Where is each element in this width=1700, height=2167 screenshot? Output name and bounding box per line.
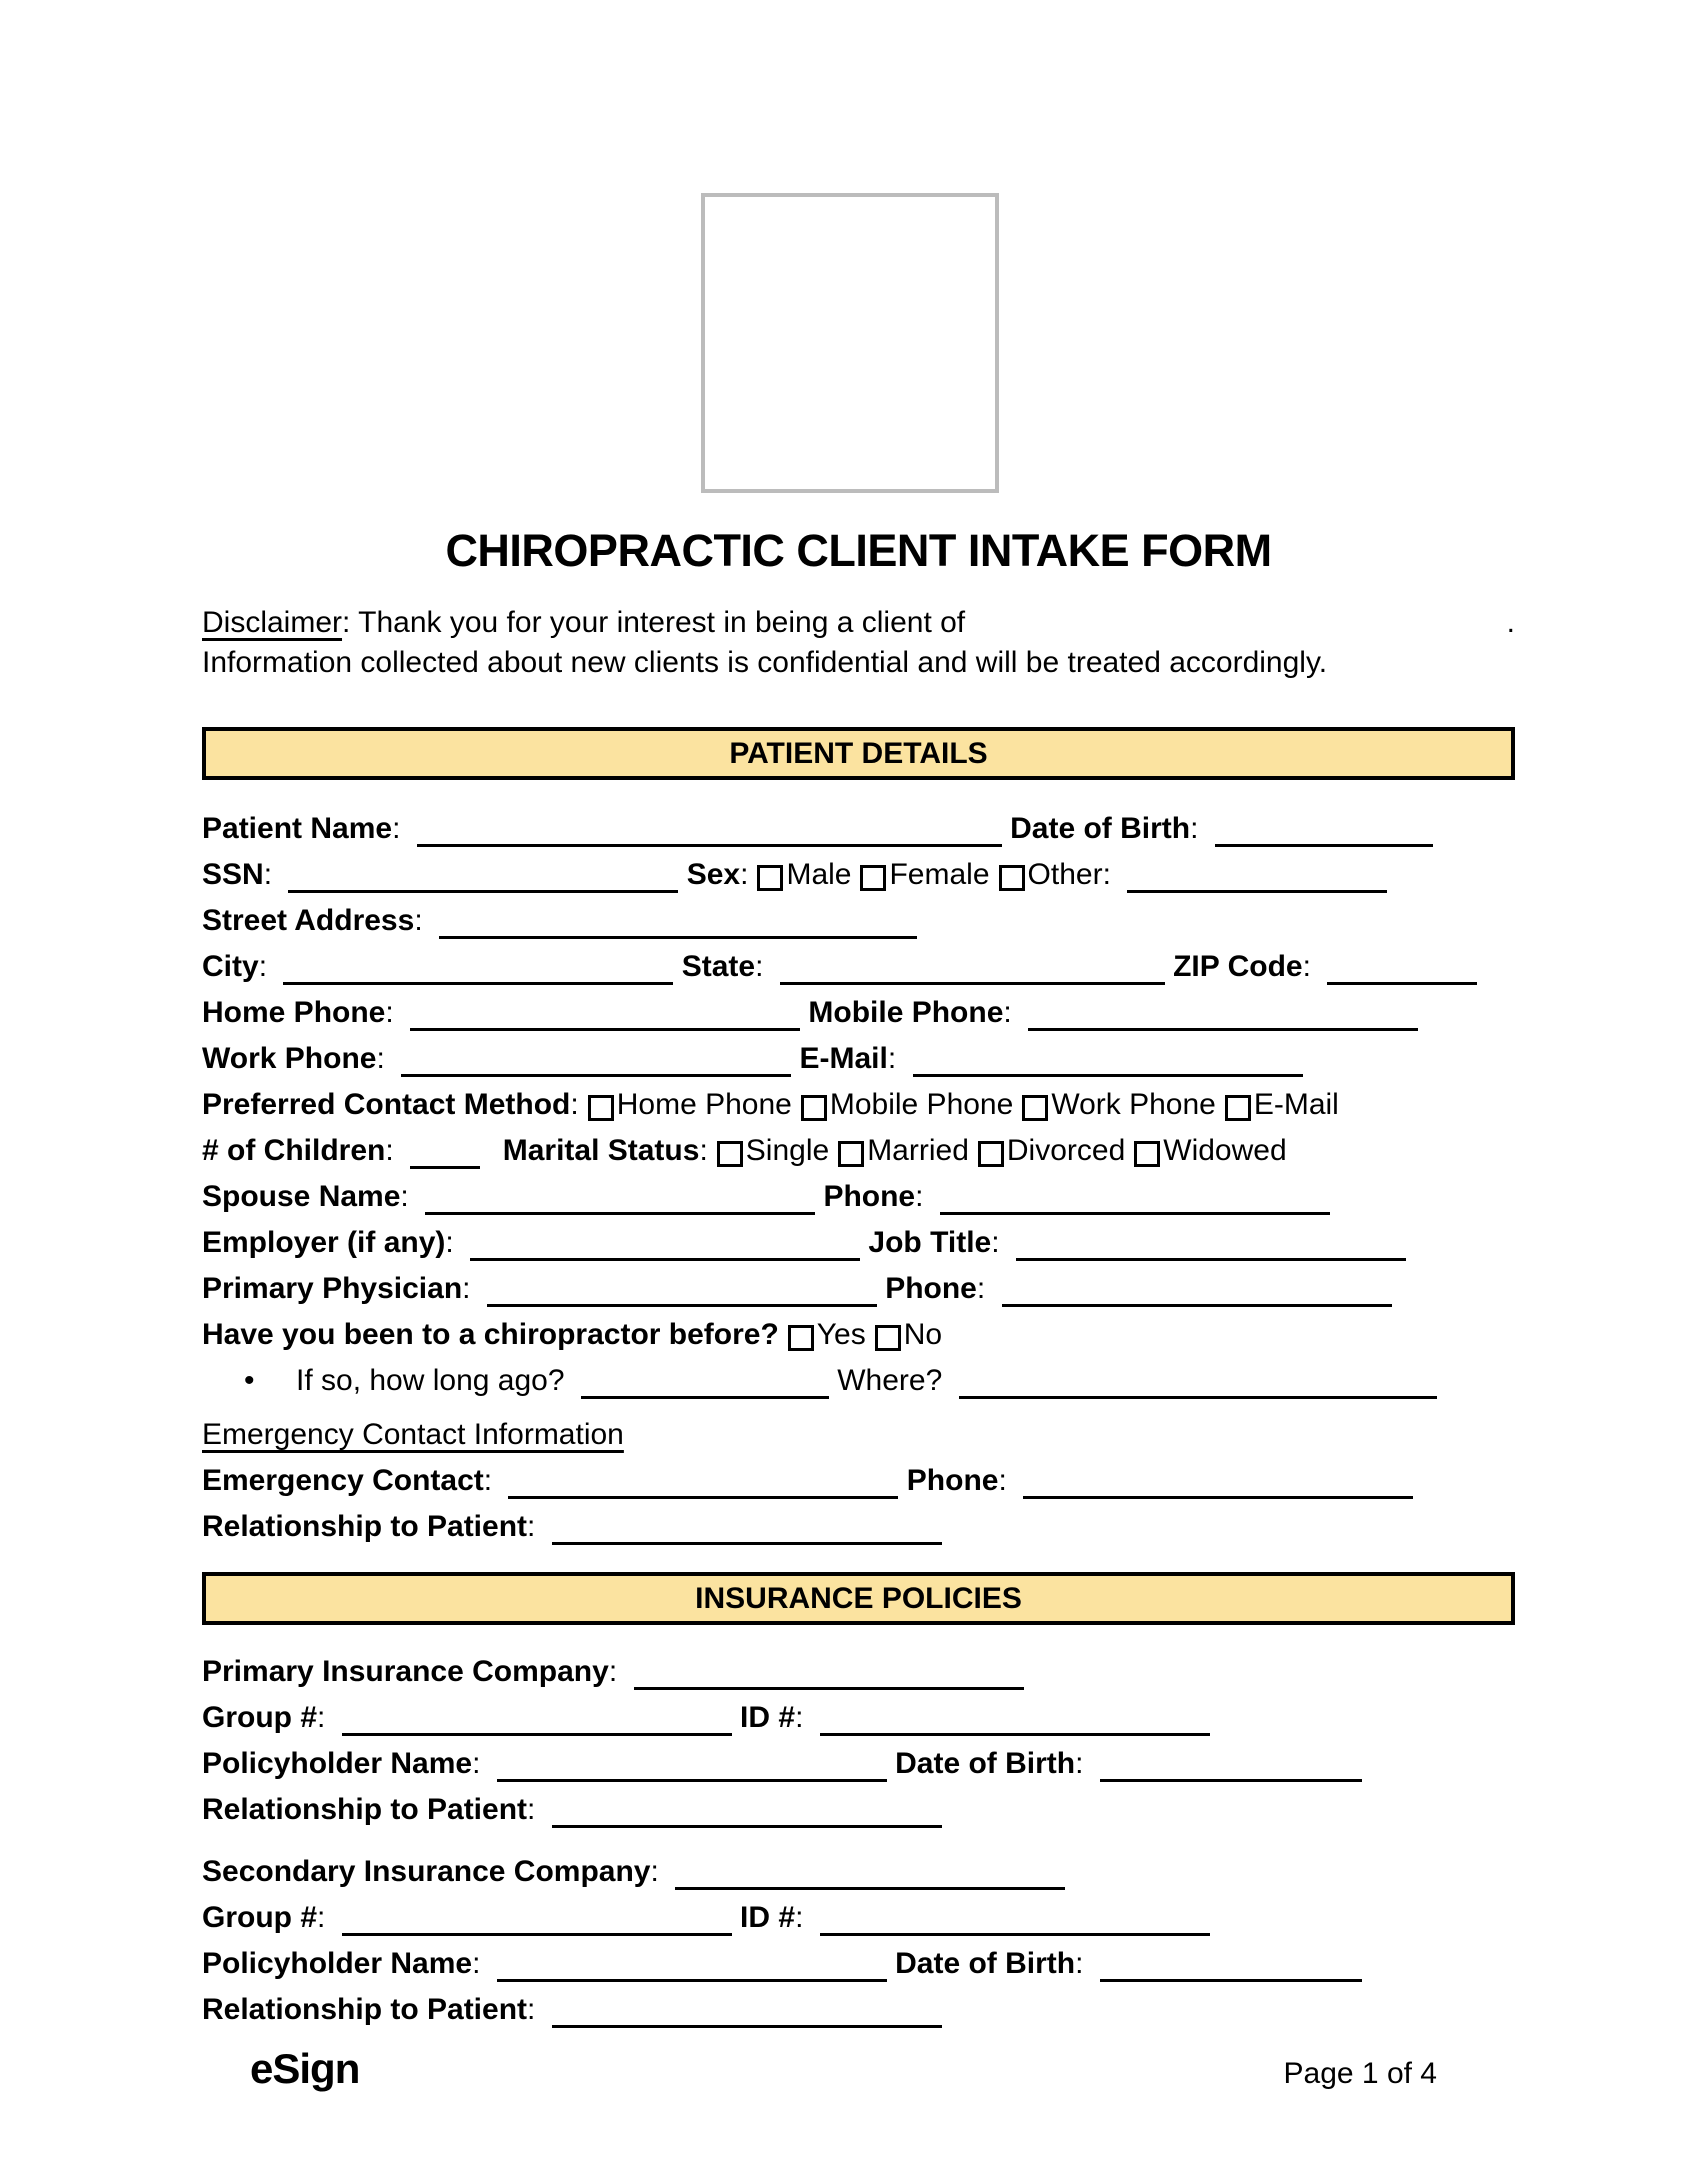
page-footer [202, 2045, 1515, 2093]
email-blank[interactable] [913, 1043, 1303, 1077]
emergency-relationship-blank[interactable] [552, 1511, 942, 1545]
secondary-policyholder-dob-label: Date of Birth [895, 1947, 1076, 1980]
work-phone-label: Work Phone [202, 1042, 377, 1075]
row-primary-insurance: Primary Insurance Company: [202, 1649, 1515, 1695]
num-children-blank[interactable] [410, 1135, 480, 1169]
primary-policyholder-blank[interactable] [497, 1748, 887, 1782]
street-address-label: Street Address [202, 904, 415, 937]
page-title: CHIROPRACTIC CLIENT INTAKE FORM [445, 525, 1272, 576]
secondary-group-label: Group # [202, 1901, 318, 1934]
checkbox-contact-work-phone[interactable] [1022, 1095, 1048, 1121]
row-secondary-insurance: Secondary Insurance Company: [202, 1849, 1515, 1895]
patient-name-label: Patient Name [202, 812, 393, 845]
checkbox-sex-female[interactable] [860, 865, 886, 891]
city-blank[interactable] [283, 951, 673, 985]
primary-insurance-label: Primary Insurance Company [202, 1655, 609, 1688]
street-address-blank[interactable] [439, 905, 917, 939]
disclaimer-line1 [202, 603, 1515, 643]
primary-group-label: Group # [202, 1701, 318, 1734]
ssn-label: SSN [202, 858, 264, 891]
emergency-heading: Emergency Contact Information [202, 1418, 624, 1451]
row-ssn-sex: SSN: Sex: Male Female Other: [202, 852, 1515, 898]
email-label: E-Mail [799, 1042, 888, 1075]
if-so-label: If so, how long ago? [296, 1364, 565, 1397]
chiro-before-label: Have you been to a chiropractor before? [202, 1318, 779, 1351]
row-street-address: Street Address: [202, 898, 1515, 944]
row-primary-group-id: Group #: ID #: [202, 1695, 1515, 1741]
divorced-label: Divorced [1006, 1134, 1126, 1167]
contact-home-phone-label: Home Phone [616, 1088, 792, 1121]
checkbox-contact-email[interactable] [1225, 1095, 1251, 1121]
date-of-birth-blank[interactable] [1215, 813, 1433, 847]
work-phone-blank[interactable] [401, 1043, 791, 1077]
secondary-group-blank[interactable] [342, 1902, 732, 1936]
secondary-policyholder-label: Policyholder Name [202, 1947, 473, 1980]
secondary-insurance-blank[interactable] [675, 1856, 1065, 1890]
primary-policyholder-label: Policyholder Name [202, 1747, 473, 1780]
emergency-phone-label: Phone [906, 1464, 999, 1497]
primary-physician-label: Primary Physician [202, 1272, 463, 1305]
job-title-blank[interactable] [1016, 1227, 1406, 1261]
zip-code-blank[interactable] [1327, 951, 1477, 985]
primary-physician-blank[interactable] [487, 1273, 877, 1307]
mobile-phone-label: Mobile Phone [808, 996, 1004, 1029]
row-emergency-contact: Emergency Contact: Phone: [202, 1458, 1515, 1504]
disclaimer-label: Disclaimer [202, 606, 343, 639]
state-label: State [681, 950, 756, 983]
preferred-contact-label: Preferred Contact Method [202, 1088, 571, 1121]
secondary-policyholder-dob-blank[interactable] [1100, 1948, 1362, 1982]
zip-code-label: ZIP Code [1173, 950, 1303, 983]
spouse-name-label: Spouse Name [202, 1180, 401, 1213]
row-patient-name: Patient Name: Date of Birth: [202, 806, 1515, 852]
city-label: City [202, 950, 259, 983]
primary-insurance-blank[interactable] [634, 1656, 1024, 1690]
row-employer: Employer (if any): Job Title: [202, 1220, 1515, 1266]
relationship-label: Relationship to Patient [202, 1510, 528, 1543]
sex-label: Sex [686, 858, 741, 891]
disclaimer-line2: Information collected about new clients is confidential and will be treated accordingly. [202, 646, 1328, 679]
checkbox-contact-mobile-phone[interactable] [801, 1095, 827, 1121]
where-blank[interactable] [959, 1365, 1437, 1399]
where-label: Where? [837, 1364, 943, 1397]
ssn-blank[interactable] [288, 859, 678, 893]
how-long-ago-blank[interactable] [581, 1365, 829, 1399]
section-header-patient-details: PATIENT DETAILS [202, 727, 1515, 780]
primary-group-blank[interactable] [342, 1702, 732, 1736]
row-physician: Primary Physician: Phone: [202, 1266, 1515, 1312]
secondary-relationship-blank[interactable] [552, 1994, 942, 2028]
row-spouse: Spouse Name: Phone: [202, 1174, 1515, 1220]
primary-id-blank[interactable] [820, 1702, 1210, 1736]
primary-id-label: ID # [740, 1701, 796, 1734]
female-label: Female [889, 858, 990, 891]
male-label: Male [786, 858, 852, 891]
secondary-id-label: ID # [740, 1901, 796, 1934]
job-title-label: Job Title [868, 1226, 992, 1259]
married-label: Married [867, 1134, 969, 1167]
checkbox-marital-widowed[interactable] [1134, 1141, 1160, 1167]
patient-details-section [202, 806, 1515, 1550]
row-emergency-relationship: Relationship to Patient: [202, 1504, 1515, 1550]
disclaimer [202, 603, 1515, 683]
contact-work-phone-label: Work Phone [1051, 1088, 1216, 1121]
employer-blank[interactable] [470, 1227, 860, 1261]
row-chiro-details [202, 1358, 1515, 1404]
sex-other-blank[interactable] [1127, 859, 1387, 893]
spouse-phone-blank[interactable] [940, 1181, 1330, 1215]
disclaimer-text: Disclaimer: Thank you for your interest in being a client of [202, 606, 966, 639]
primary-policyholder-dob-label: Date of Birth [895, 1747, 1076, 1780]
contact-email-label: E-Mail [1253, 1088, 1339, 1121]
checkbox-sex-other[interactable] [999, 865, 1025, 891]
row-home-mobile-phone: Home Phone: Mobile Phone: [202, 990, 1515, 1036]
row-preferred-contact: Preferred Contact Method: Home Phone Mobile Phone Work Phone E-Mail [202, 1088, 1339, 1121]
home-phone-blank[interactable] [410, 997, 800, 1031]
yes-label: Yes [816, 1318, 866, 1351]
num-children-label: # of Children [202, 1134, 386, 1167]
secondary-relationship-label: Relationship to Patient [202, 1993, 528, 2026]
employer-label: Employer (if any) [202, 1226, 446, 1259]
emergency-contact-label: Emergency Contact [202, 1464, 484, 1497]
row-primary-policyholder: Policyholder Name: Date of Birth: [202, 1741, 1515, 1787]
other-label: Other [1027, 858, 1103, 891]
esign-logo: eSign [250, 2045, 360, 2092]
checkbox-marital-single[interactable] [717, 1141, 743, 1167]
state-blank[interactable] [780, 951, 1165, 985]
row-children-marital: # of Children: Marital Status: Single Married Divorced Widowed [202, 1134, 1287, 1167]
no-label: No [903, 1318, 943, 1351]
page-number: Page 1 of 4 [1283, 2057, 1437, 2090]
row-work-phone-email: Work Phone: E-Mail: [202, 1036, 1515, 1082]
emergency-contact-blank[interactable] [508, 1465, 898, 1499]
row-emergency-heading [202, 1412, 1515, 1458]
row-secondary-group-id: Group #: ID #: [202, 1895, 1515, 1941]
row-secondary-relationship: Relationship to Patient: [202, 1987, 1515, 2033]
section-header-insurance-policies: INSURANCE POLICIES [202, 1572, 1515, 1625]
insurance-section [202, 1649, 1515, 2033]
single-label: Single [745, 1134, 830, 1167]
home-phone-label: Home Phone [202, 996, 386, 1029]
marital-status-label: Marital Status [502, 1134, 700, 1167]
checkbox-contact-home-phone[interactable] [588, 1095, 614, 1121]
row-chiro-before [202, 1312, 1515, 1358]
physician-phone-blank[interactable] [1002, 1273, 1392, 1307]
row-secondary-policyholder: Policyholder Name: Date of Birth: [202, 1941, 1515, 1987]
row-city-state-zip: City: State: ZIP Code: [202, 944, 1515, 990]
spouse-name-blank[interactable] [425, 1181, 815, 1215]
checkbox-marital-divorced[interactable] [978, 1141, 1004, 1167]
primary-policyholder-dob-blank[interactable] [1100, 1748, 1362, 1782]
patient-name-blank[interactable] [417, 813, 1002, 847]
disclaimer-period: . [1506, 606, 1515, 639]
checkbox-marital-married[interactable] [838, 1141, 864, 1167]
checkbox-chiro-no[interactable] [875, 1325, 901, 1351]
secondary-insurance-label: Secondary Insurance Company [202, 1855, 651, 1888]
secondary-policyholder-blank[interactable] [497, 1948, 887, 1982]
physician-phone-label: Phone [885, 1272, 977, 1305]
primary-relationship-blank[interactable] [552, 1794, 942, 1828]
date-of-birth-label: Date of Birth [1010, 812, 1191, 845]
mobile-phone-blank[interactable] [1028, 997, 1418, 1031]
emergency-phone-blank[interactable] [1023, 1465, 1413, 1499]
contact-mobile-phone-label: Mobile Phone [829, 1088, 1014, 1121]
bullet-icon: • [244, 1364, 255, 1397]
checkbox-sex-male[interactable] [757, 865, 783, 891]
secondary-id-blank[interactable] [820, 1902, 1210, 1936]
spouse-phone-label: Phone [823, 1180, 916, 1213]
primary-relationship-label: Relationship to Patient [202, 1793, 528, 1826]
logo-placeholder [701, 193, 999, 493]
checkbox-chiro-yes[interactable] [788, 1325, 814, 1351]
row-primary-relationship: Relationship to Patient: [202, 1787, 1515, 1833]
widowed-label: Widowed [1163, 1134, 1287, 1167]
